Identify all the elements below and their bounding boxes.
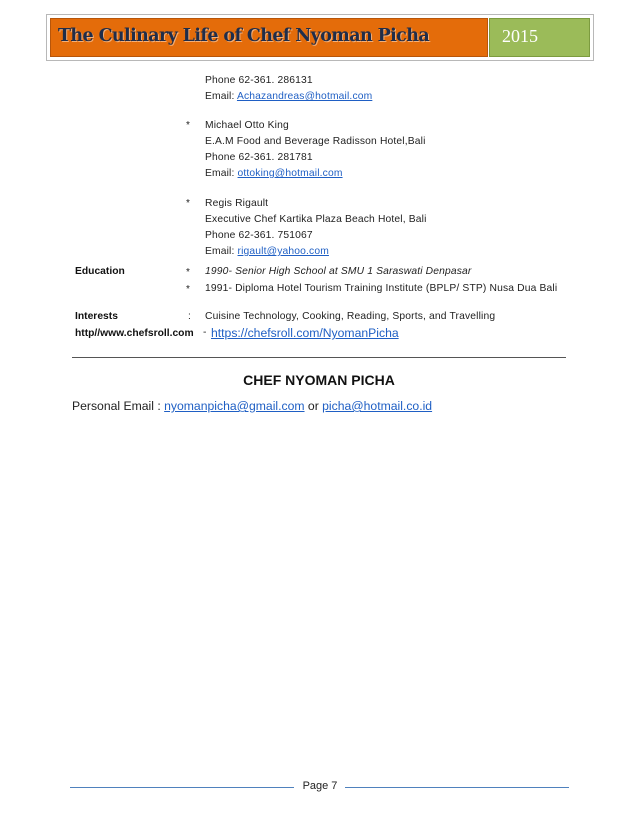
footer-rule-left xyxy=(70,787,294,788)
education-item-2: 1991- Diploma Hotel Tourism Training Institute (BPLP/ STP) Nusa Dua Bali xyxy=(205,283,558,294)
personal-email-label: Personal Email : xyxy=(72,399,165,413)
interests-colon: : xyxy=(188,311,192,322)
ref3-email-label: Email: xyxy=(205,246,238,257)
ref3-email-link[interactable]: rigault@yahoo.com xyxy=(237,246,329,257)
ref2-title: E.A.M Food and Beverage Radisson Hotel,Bali xyxy=(205,136,426,147)
ref3-name: Regis Rigault xyxy=(205,198,269,209)
personal-email-link-2[interactable]: picha@hotmail.co.id xyxy=(322,399,433,413)
education-bullet-1: * xyxy=(186,267,190,278)
personal-email-line xyxy=(72,399,432,413)
footer-rule-right xyxy=(345,787,569,788)
education-bullet-2: * xyxy=(186,284,190,295)
header-year-box xyxy=(489,18,590,57)
ref3-title: Executive Chef Kartika Plaza Beach Hotel, Bali xyxy=(205,214,427,225)
ref3-bullet: * xyxy=(186,198,190,209)
ref1-email-label: Email: xyxy=(205,91,237,102)
ref1-email-line xyxy=(205,91,372,102)
ref1-phone: Phone 62-361. 286131 xyxy=(205,75,313,86)
signature-name: CHEF NYOMAN PICHA xyxy=(243,372,395,388)
header-title-box xyxy=(50,18,488,57)
interests-text: Cuisine Technology, Cooking, Reading, Sports, and Travelling xyxy=(205,311,496,322)
chefsroll-link[interactable]: https://chefsroll.com/NyomanPicha xyxy=(211,326,399,340)
interests-label: Interests xyxy=(75,311,118,322)
ref2-phone: Phone 62-361. 281781 xyxy=(205,152,313,163)
chefsroll-label: http//www.chefsroll.com xyxy=(75,328,194,339)
ref1-email-link[interactable]: Achazandreas@hotmail.com xyxy=(236,91,373,102)
education-item-1: 1990- Senior High School at SMU 1 Saraswati Denpasar xyxy=(205,266,472,277)
page-number: Page 7 xyxy=(302,780,338,792)
ref2-name: Michael Otto King xyxy=(205,120,289,131)
chefsroll-dash: - xyxy=(203,327,207,338)
ref3-phone: Phone 62-361. 751067 xyxy=(205,230,313,241)
document-year: 2015 xyxy=(502,26,538,46)
ref2-email-link[interactable]: ottoking@hotmail.com xyxy=(237,168,343,179)
ref2-email-line xyxy=(205,168,343,179)
ref2-email-label: Email: xyxy=(205,168,238,179)
education-label: Education xyxy=(75,266,125,277)
ref2-bullet: * xyxy=(186,120,190,131)
personal-email-link-1[interactable]: nyomanpicha@gmail.com xyxy=(164,399,305,413)
ref3-email-line xyxy=(205,246,329,257)
document-title: The Culinary Life of Chef Nyoman Picha xyxy=(58,26,430,46)
personal-email-or: or xyxy=(304,399,323,413)
section-divider xyxy=(72,357,566,358)
